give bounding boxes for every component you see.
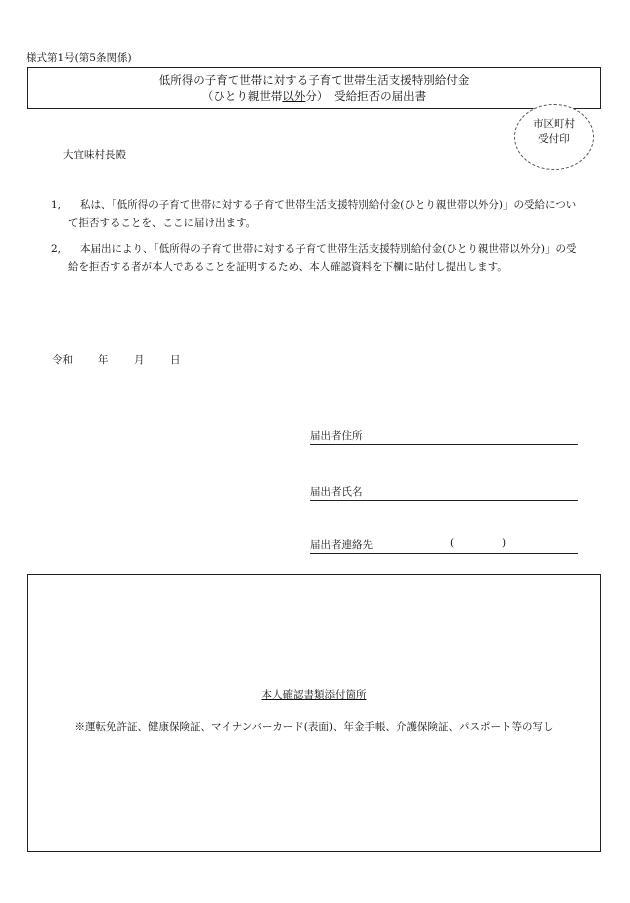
item-2-text: 本届出により、「低所得の子育て世帯に対する子育て世帯生活支援特別給付金(ひとり親世帯以外分)」の受給を拒否する者が本人であることを証明するため、本人確認資料を下欄に貼付し提出します。 — [68, 243, 577, 273]
contact-field[interactable] — [310, 537, 578, 554]
date-month-label: 月 — [134, 354, 145, 366]
title-line-2-underlined: 以外 — [282, 89, 306, 103]
title-line-2-suffix: 分） 受給拒否の届出書 — [305, 89, 427, 103]
item-1-number: 1, — [51, 199, 62, 211]
date-era: 令和 — [52, 354, 73, 366]
reception-stamp-area — [514, 104, 594, 170]
id-document-attachment-area — [27, 574, 601, 852]
name-label: 届出者氏名 — [310, 486, 363, 498]
attachment-note: ※運転免許証、健康保険証、マイナンバーカード(表面)、年金手帳、介護保険証、パスポート等の写し — [74, 721, 554, 733]
title-line-2-prefix: （ひとり親世帯 — [201, 89, 283, 103]
addressee: 大宜味村長殿 — [63, 149, 126, 161]
date-day-label: 日 — [170, 354, 181, 366]
form-number: 様式第1号(第5条関係) — [26, 52, 132, 64]
address-field[interactable] — [310, 428, 578, 445]
stamp-label-2: 受付印 — [538, 133, 570, 145]
date-year-label: 年 — [98, 354, 109, 366]
stamp-label-1: 市区町村 — [533, 118, 575, 130]
name-field[interactable] — [310, 484, 578, 501]
attachment-title: 本人確認書類添付箇所 — [261, 689, 367, 701]
title-line-1: 低所得の子育て世帯に対する子育て世帯生活支援特別給付金 — [158, 73, 470, 87]
date-row — [52, 352, 181, 367]
contact-paren-open: ( — [450, 537, 455, 549]
title-box — [27, 67, 601, 109]
address-label: 届出者住所 — [310, 430, 363, 442]
item-2-number: 2, — [51, 243, 62, 255]
title-line-2 — [28, 88, 600, 104]
contact-label: 届出者連絡先 — [310, 539, 373, 551]
contact-paren-close: ) — [502, 537, 507, 549]
item-1-text: 私は、「低所得の子育て世帯に対する子育て世帯生活支援特別給付金(ひとり親世帯以外分)」の受給について拒否することを、ここに届け出ます。 — [68, 199, 577, 229]
